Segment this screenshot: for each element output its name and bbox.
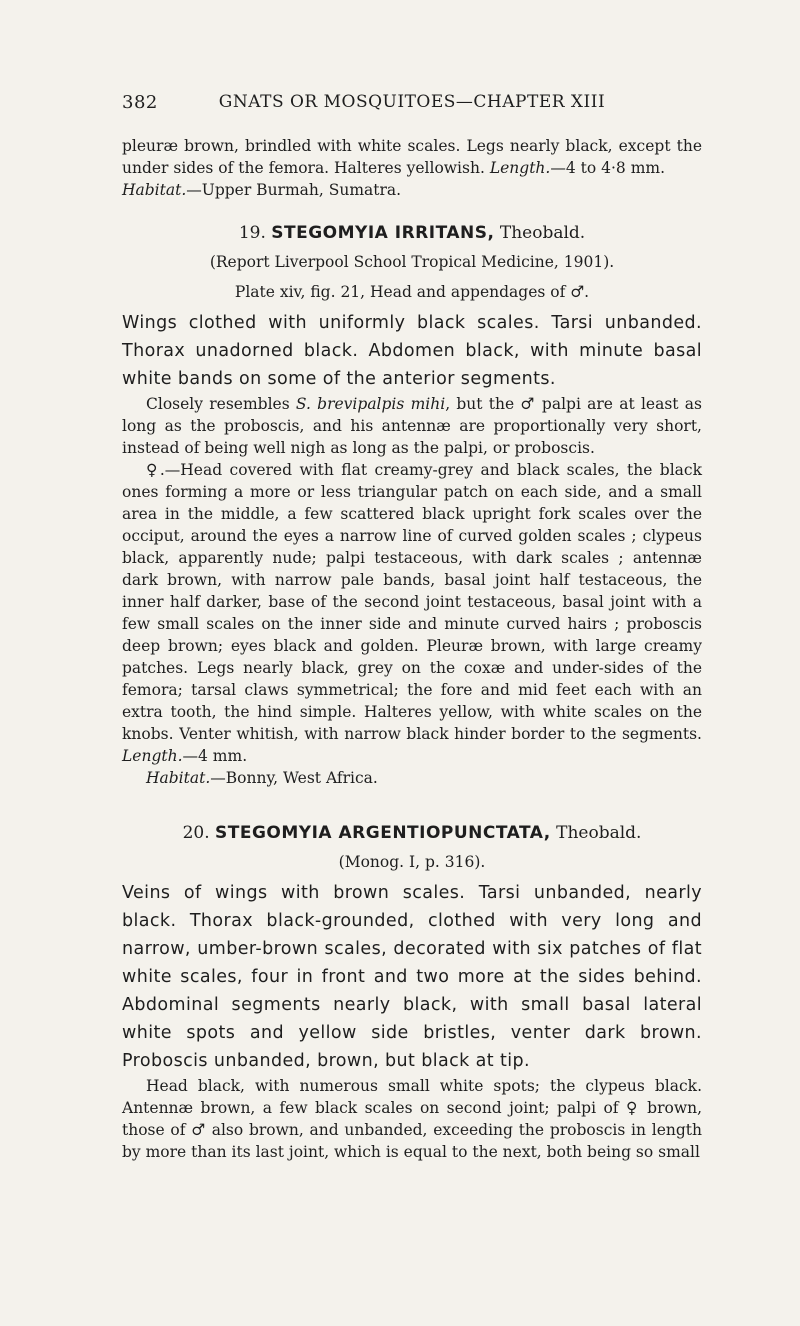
- length-label: Length.: [122, 747, 183, 765]
- length-value: —4 to 4·8 mm.: [550, 159, 666, 177]
- habitat-line: [122, 767, 702, 789]
- length-value: —4 mm.: [182, 747, 248, 765]
- species-reference: (Monog. I, p. 316).: [338, 853, 486, 871]
- species-description: Head black, with numerous small white spots; the clypeus black. Antennæ brown, a few black scales on second joint; palpi of ♀ brown, those of ♂ also brown, and unbanded, exceeding the proboscis in length by more than its last joint, which is equal to the next, both being so small: [122, 1077, 702, 1161]
- continuation-text: pleuræ brown, brindled with white scales. Legs nearly black, except the under sides of the femora. Halteres yellowish.: [122, 137, 702, 177]
- page: [122, 92, 702, 1163]
- species-name: STEGOMYIA ARGENTIOPUNCTATA,: [215, 823, 551, 843]
- species-diagnosis: Wings clothed with uniformly black scales. Tarsi unbanded. Thorax unadorned black. Abdomen black, with minute basal white bands on some of the anterior segments.: [122, 313, 702, 389]
- species-author: Theobald.: [556, 823, 642, 843]
- species-diagnosis: Veins of wings with brown scales. Tarsi unbanded, nearly black. Thorax black-grounded, clothed with very long and narrow, umber-brown scales, decorated with six patches of flat white scales, four in front and two more at the sides behind. Abdominal segments nearly black, with small basal lateral white spots and yellow side bristles, venter dark brown. Proboscis unbanded, brown, but black at tip.: [122, 883, 702, 1071]
- running-header: [122, 92, 702, 113]
- habitat-label: Habitat.: [146, 769, 211, 787]
- continuation-paragraph: [122, 135, 702, 201]
- species-heading: [122, 223, 702, 243]
- habitat-label: Habitat.: [122, 181, 187, 199]
- running-title: GNATS OR MOSQUITOES—CHAPTER XIII: [218, 92, 606, 112]
- species-comparison: Closely resembles S. brevipalpis mihi, but the ♂ palpi are at least as long as the proboscis, and his antennæ are proportionally very short, instead of being well nigh as long as the palpi, or proboscis.: [122, 395, 702, 457]
- plate-reference: Plate xiv, fig. 21, Head and appendages of ♂.: [234, 283, 590, 301]
- species-reference: (Report Liverpool School Tropical Medicine, 1901).: [209, 253, 615, 271]
- habitat-value: —Upper Burmah, Sumatra.: [186, 181, 402, 199]
- species-comparison-name: S. brevipalpis mihi: [295, 395, 446, 413]
- species-heading: [122, 823, 702, 843]
- species-name: STEGOMYIA IRRITANS,: [271, 223, 495, 243]
- species-author: Theobald.: [499, 223, 586, 243]
- female-description: ♀.—Head covered with flat creamy-grey and black scales, the black ones forming a more or less triangular patch on each side, and a small area in the middle, a few scattered black upright fork scales over the occiput, around the eyes a narrow line of curved golden scales ; clypeus black, apparently nude; palpi testaceous, with dark scales ; antennæ dark brown, with narrow pale bands, basal joint half testaceous, the inner half darker, base of the second joint testaceous, basal joint with a few small scales on the inner side and minute curved hairs ; proboscis deep brown; eyes black and golden. Pleuræ brown, with large creamy patches. Legs nearly black, grey on the coxæ and under-sides of the femora; tarsal claws symmetrical; the fore and mid feet each with an extra tooth, the hind simple. Halteres yellow, with white scales on the knobs. Venter whitish, with narrow black hinder border to the segments. Length.—4 mm.: [122, 461, 702, 765]
- species-number: 20.: [182, 823, 210, 843]
- species-number: 19.: [238, 223, 266, 243]
- length-label: Length.: [489, 159, 551, 177]
- habitat-value: —Bonny, West Africa.: [210, 769, 378, 787]
- page-number: 382: [122, 92, 158, 113]
